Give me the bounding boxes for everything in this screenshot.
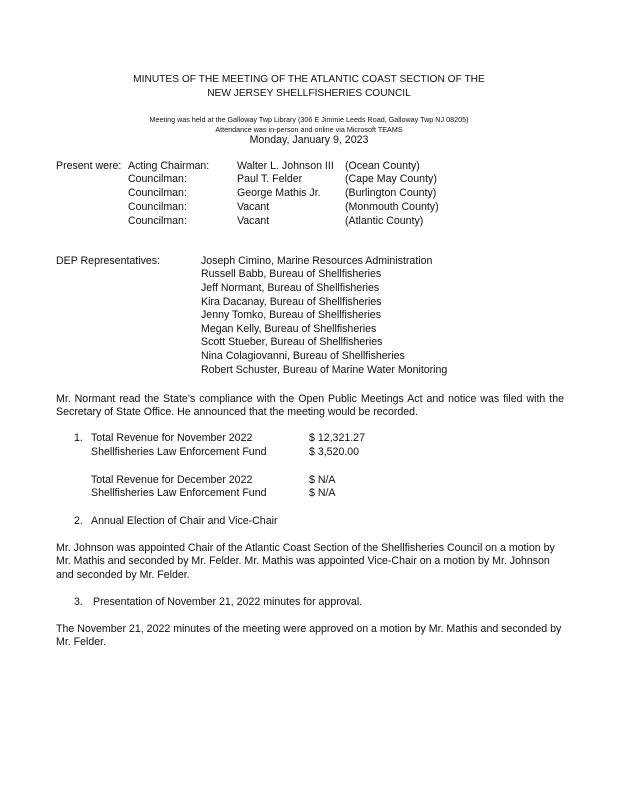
dep-rep: Robert Schuster, Bureau of Marine Water Monitoring <box>201 364 448 376</box>
revenue-label: Total Revenue for December 2022 <box>91 474 253 486</box>
compliance-paragraph: Mr. Normant read the State’s compliance with the Open Public Meetings Act and notice was filed with the Secretary of State Office. He announced that the meeting would be recorded. <box>56 393 564 419</box>
item-3-title: Presentation of November 21, 2022 minutes for approval. <box>93 596 363 608</box>
approval-paragraph: The November 21, 2022 minutes of the meeting were approved on a motion by Mr. Mathis and seconded by Mr. Felder. <box>56 623 562 649</box>
meeting-location: Meeting was held at the Galloway Twp Library (306 E Jimmie Leeds Road, Galloway Twp NJ 08205) <box>149 115 469 124</box>
revenue-label: Shellfisheries Law Enforcement Fund <box>91 446 267 458</box>
revenue-value: $ 12,321.27 <box>309 432 365 444</box>
revenue-value: $ 3,520.00 <box>309 446 360 458</box>
member-name: George Mathis Jr. <box>237 187 321 199</box>
member-county: (Atlantic County) <box>345 215 424 227</box>
member-role: Councilman: <box>128 215 187 227</box>
dep-rep: Russell Babb, Bureau of Shellfisheries <box>201 268 382 280</box>
dep-rep: Megan Kelly, Bureau of Shellfisheries <box>201 323 377 335</box>
member-role: Councilman: <box>128 187 187 199</box>
meeting-date: Monday, January 9, 2023 <box>249 134 369 146</box>
item-2-title: Annual Election of Chair and Vice-Chair <box>91 515 278 527</box>
member-county: (Burlington County) <box>345 187 437 199</box>
dep-rep: Joseph Cimino, Marine Resources Administration <box>201 255 433 267</box>
member-role: Councilman: <box>128 173 187 185</box>
present-label: Present were: <box>56 160 122 172</box>
dep-rep: Nina Colagiovanni, Bureau of Shellfisheries <box>201 350 405 362</box>
dep-rep: Scott Stueber, Bureau of Shellfisheries <box>201 336 383 348</box>
member-county: (Cape May County) <box>345 173 437 185</box>
member-role: Councilman: <box>128 201 187 213</box>
member-name: Vacant <box>237 201 270 213</box>
title-line-1: MINUTES OF THE MEETING OF THE ATLANTIC COAST SECTION OF THE <box>133 74 485 85</box>
attendance-note: Attendance was in-person and online via Microsoft TEAMS <box>215 125 403 134</box>
item-1-number: 1. <box>74 432 83 444</box>
dep-rep: Jenny Tomko, Bureau of Shellfisheries <box>201 309 381 321</box>
revenue-value: $ N/A <box>309 487 336 499</box>
election-paragraph: Mr. Johnson was appointed Chair of the Atlantic Coast Section of the Shellfisheries Council on a motion by Mr. Mathis and seconded by Mr. Felder. Mr. Mathis was appointed Vice-Chair on a motion by Mr. Johnson and seconded by Mr. Felder. <box>56 542 555 581</box>
dep-rep: Kira Dacanay, Bureau of Shellfisheries <box>201 296 382 308</box>
revenue-value: $ N/A <box>309 474 336 486</box>
member-county: (Monmouth County) <box>345 201 439 213</box>
title-line-2: NEW JERSEY SHELLFISHERIES COUNCIL <box>207 88 411 99</box>
revenue-label: Shellfisheries Law Enforcement Fund <box>91 487 267 499</box>
member-role: Acting Chairman: <box>128 160 210 172</box>
member-county: (Ocean County) <box>345 160 420 172</box>
dep-label: DEP Representatives: <box>56 255 161 267</box>
revenue-label: Total Revenue for November 2022 <box>91 432 253 444</box>
item-3-number: 3. <box>74 596 83 608</box>
dep-rep: Jeff Normant, Bureau of Shellfisheries <box>201 282 380 294</box>
item-2-number: 2. <box>74 515 83 527</box>
member-name: Paul T. Felder <box>237 173 303 185</box>
member-name: Walter L. Johnson III <box>237 160 334 172</box>
member-name: Vacant <box>237 215 270 227</box>
